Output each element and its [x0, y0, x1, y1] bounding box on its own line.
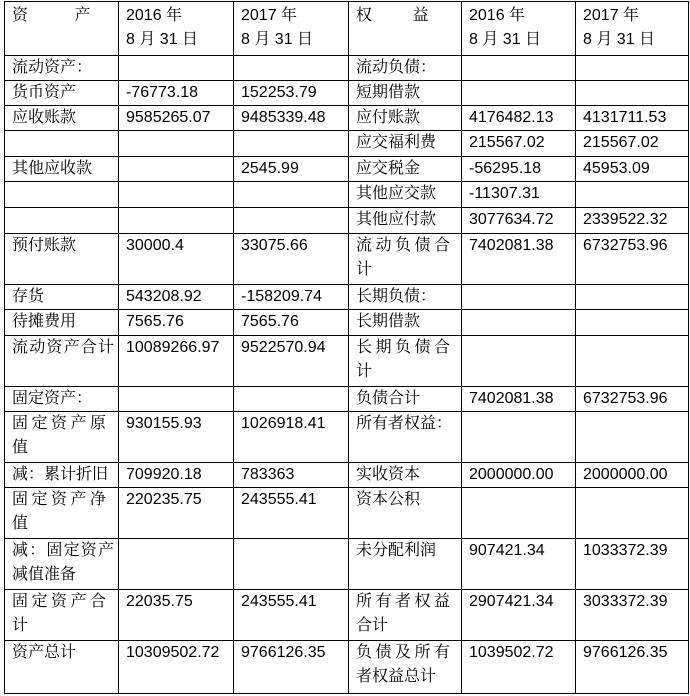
- liability-2017-value: 2339522.32: [576, 208, 689, 234]
- liability-2016-value: [462, 336, 576, 387]
- asset-2017-value: 152253.79: [234, 81, 349, 106]
- asset-2016-value: 10309502.72: [119, 641, 234, 694]
- liability-2016-value: [462, 412, 576, 463]
- asset-2017-value: [234, 56, 349, 81]
- asset-label: 固定资产：: [5, 387, 119, 412]
- liability-2016-value: 2000000.00: [462, 463, 576, 488]
- liability-label: 流动负债合计: [349, 234, 462, 285]
- table-row: [5, 463, 689, 488]
- asset-2017-value: 7565.76: [234, 310, 349, 336]
- asset-2016-value: [119, 157, 234, 182]
- assets-header: 资 产: [5, 2, 119, 56]
- asset-label: 减：固定资产减值准备: [5, 539, 119, 590]
- liability-label: 其他应付款: [349, 208, 462, 234]
- table-row: [5, 387, 689, 412]
- liability-2016-value: [462, 285, 576, 310]
- liability-2017-value: 1033372.39: [576, 539, 689, 590]
- liability-2017-value: [576, 81, 689, 106]
- liability-2016-value: -56295.18: [462, 157, 576, 182]
- asset-2016-value: 9585265.07: [119, 106, 234, 131]
- liability-2017-value: 3033372.39: [576, 590, 689, 641]
- asset-2017-value: 9522570.94: [234, 336, 349, 387]
- liability-2016-value: 215567.02: [462, 131, 576, 157]
- liability-2017-value: 45953.09: [576, 157, 689, 182]
- liability-2016-value: 1039502.72: [462, 641, 576, 694]
- liability-label: 长期借款: [349, 310, 462, 336]
- liability-2017-value: [576, 182, 689, 208]
- asset-2017-value: 2545.99: [234, 157, 349, 182]
- liability-label: 负债合计: [349, 387, 462, 412]
- table-row: [5, 285, 689, 310]
- table-row: [5, 539, 689, 590]
- asset-label: 流动资产合计: [5, 336, 119, 387]
- asset-label: 其他应收款: [5, 157, 119, 182]
- asset-2017-value: [234, 182, 349, 208]
- asset-2017-value: 9485339.48: [234, 106, 349, 131]
- liability-2017-value: 9766126.35: [576, 641, 689, 694]
- liability-label: 资本公积: [349, 488, 462, 539]
- liability-label: 负债及所有者权益总计: [349, 641, 462, 694]
- liability-label: 实收资本: [349, 463, 462, 488]
- liability-2016-value: 907421.34: [462, 539, 576, 590]
- asset-2017-value: 1026918.41: [234, 412, 349, 463]
- liability-2017-value: 215567.02: [576, 131, 689, 157]
- asset-2016-value: 30000.4: [119, 234, 234, 285]
- header-date: 8 月 31 日: [469, 31, 542, 48]
- asset-2016-value: [119, 131, 234, 157]
- asset-2016-value: 930155.93: [119, 412, 234, 463]
- asset-2017-value: [234, 387, 349, 412]
- header-date: 8 月 31 日: [241, 31, 314, 48]
- asset-label: [5, 182, 119, 208]
- table-row: [5, 412, 689, 463]
- asset-2017-value: 9766126.35: [234, 641, 349, 694]
- header-date: 8 月 31 日: [126, 31, 199, 48]
- header-year: 2017 年: [241, 7, 298, 24]
- asset-2017-value: 33075.66: [234, 234, 349, 285]
- assets-2016-header: [119, 2, 234, 56]
- liability-2017-value: 4131711.53: [576, 106, 689, 131]
- asset-2017-value: [234, 131, 349, 157]
- asset-2016-value: 22035.75: [119, 590, 234, 641]
- liability-2016-value: [462, 488, 576, 539]
- table-row: [5, 208, 689, 234]
- liability-label: 应交税金: [349, 157, 462, 182]
- liability-2017-value: [576, 310, 689, 336]
- liability-2017-value: 6732753.96: [576, 234, 689, 285]
- liability-label: 所有者权益：: [349, 412, 462, 463]
- asset-2016-value: 10089266.97: [119, 336, 234, 387]
- liability-2016-value: 4176482.13: [462, 106, 576, 131]
- asset-2016-value: -76773.18: [119, 81, 234, 106]
- header-date: 8 月 31 日: [583, 31, 656, 48]
- header-row: [5, 2, 689, 56]
- asset-2016-value: [119, 208, 234, 234]
- asset-label: 资产总计: [5, 641, 119, 694]
- balance-sheet-table: [4, 1, 689, 694]
- liability-2016-value: [462, 310, 576, 336]
- asset-2016-value: [119, 56, 234, 81]
- asset-2016-value: 709920.18: [119, 463, 234, 488]
- asset-2017-value: [234, 539, 349, 590]
- table-row: [5, 81, 689, 106]
- liability-label: 流动负债：: [349, 56, 462, 81]
- asset-label: [5, 208, 119, 234]
- asset-label: 货币资产: [5, 81, 119, 106]
- asset-2016-value: [119, 182, 234, 208]
- liability-label: 未分配利润: [349, 539, 462, 590]
- table-row: [5, 106, 689, 131]
- liability-label: 长期负债合计: [349, 336, 462, 387]
- table-row: [5, 131, 689, 157]
- equity-2016-header: [462, 2, 576, 56]
- liability-label: 长期负债：: [349, 285, 462, 310]
- asset-2017-value: [234, 208, 349, 234]
- liability-2017-value: 2000000.00: [576, 463, 689, 488]
- liability-2016-value: -11307.31: [462, 182, 576, 208]
- asset-label: 固定资产原值: [5, 412, 119, 463]
- asset-label: 减：累计折旧: [5, 463, 119, 488]
- asset-label: 待摊费用: [5, 310, 119, 336]
- asset-label: [5, 131, 119, 157]
- table-row: [5, 488, 689, 539]
- asset-label: 固定资产净值: [5, 488, 119, 539]
- liability-2017-value: [576, 488, 689, 539]
- table-row: [5, 182, 689, 208]
- liability-label: 短期借款: [349, 81, 462, 106]
- asset-2016-value: [119, 539, 234, 590]
- asset-label: 固定资产合计: [5, 590, 119, 641]
- header-year: 2016 年: [126, 7, 183, 24]
- table-row: [5, 157, 689, 182]
- liability-2016-value: [462, 81, 576, 106]
- asset-label: 应收账款: [5, 106, 119, 131]
- asset-2016-value: [119, 387, 234, 412]
- asset-2017-value: 243555.41: [234, 590, 349, 641]
- asset-2017-value: -158209.74: [234, 285, 349, 310]
- asset-2017-value: 243555.41: [234, 488, 349, 539]
- table-row: [5, 590, 689, 641]
- header-year: 2016 年: [469, 7, 526, 24]
- table-row: [5, 641, 689, 694]
- table-row: [5, 56, 689, 81]
- table-row: [5, 234, 689, 285]
- equity-header: 权 益: [349, 2, 462, 56]
- liability-label: 其他应交款: [349, 182, 462, 208]
- liability-2016-value: 7402081.38: [462, 234, 576, 285]
- asset-label: 存货: [5, 285, 119, 310]
- liability-2017-value: [576, 336, 689, 387]
- liability-2016-value: 2907421.34: [462, 590, 576, 641]
- liability-label: 所有者权益合计: [349, 590, 462, 641]
- table-row: [5, 336, 689, 387]
- liability-label: 应付账款: [349, 106, 462, 131]
- liability-2016-value: 3077634.72: [462, 208, 576, 234]
- asset-2016-value: 543208.92: [119, 285, 234, 310]
- liability-2017-value: [576, 56, 689, 81]
- liability-2016-value: [462, 56, 576, 81]
- liability-2016-value: 7402081.38: [462, 387, 576, 412]
- liability-2017-value: 6732753.96: [576, 387, 689, 412]
- liability-2017-value: [576, 412, 689, 463]
- asset-label: 预付账款: [5, 234, 119, 285]
- liability-label: 应交福利费: [349, 131, 462, 157]
- asset-2016-value: 220235.75: [119, 488, 234, 539]
- assets-2017-header: [234, 2, 349, 56]
- equity-2017-header: [576, 2, 689, 56]
- table-row: [5, 310, 689, 336]
- asset-2017-value: 783363: [234, 463, 349, 488]
- asset-2016-value: 7565.76: [119, 310, 234, 336]
- header-year: 2017 年: [583, 7, 640, 24]
- liability-2017-value: [576, 285, 689, 310]
- asset-label: 流动资产：: [5, 56, 119, 81]
